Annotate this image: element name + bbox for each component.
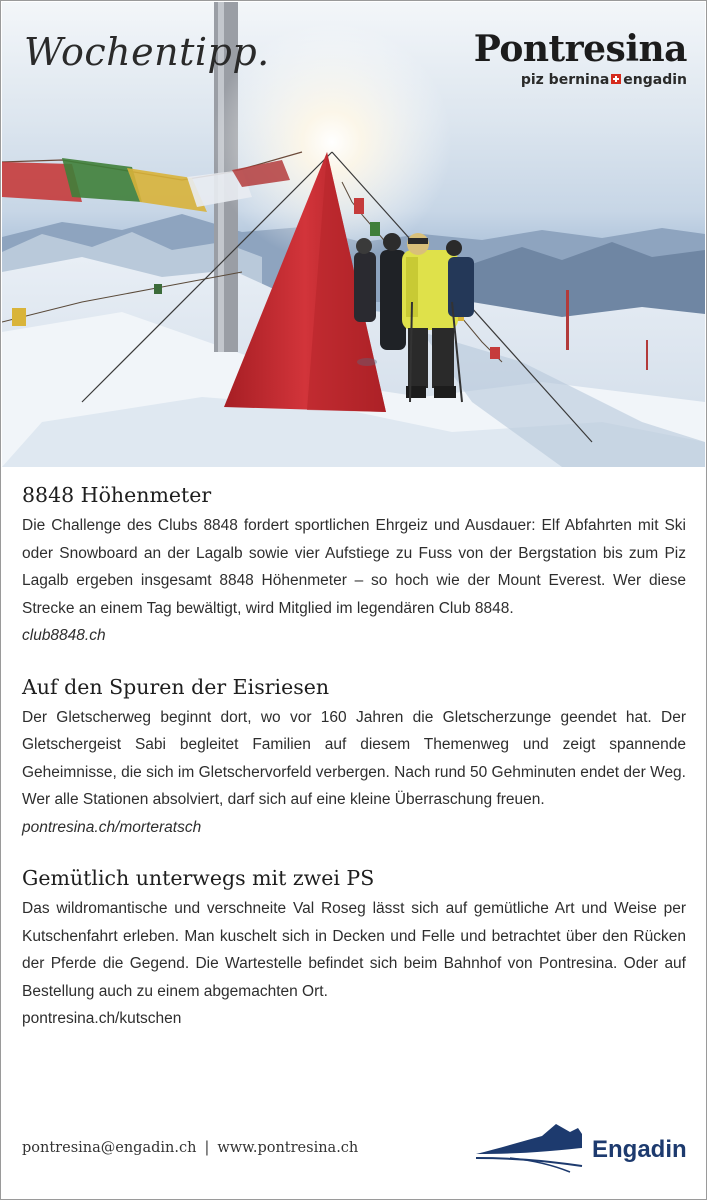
section-kutschen <box>22 863 686 1033</box>
section-body: Der Gletscherweg beginnt dort, wo vor 160 Jahren die Gletscherzunge geendet hat. Der Gletschergeist Sabi begleitet Familien auf diesem Themenweg und zeigt spannende Geheimnisse, die sich im Gletschervorfeld verbergen. Nach rund 50 Gehminuten endet der Weg. Wer alle Stationen absolviert, darf sich auf eine kleine Überraschung freuen. <box>22 708 686 808</box>
article-list <box>22 480 686 1055</box>
footer-email[interactable]: pontresina@engadin.ch <box>22 1140 197 1156</box>
logo-sub-right: engadin <box>623 72 687 88</box>
section-link[interactable]: club8848.ch <box>22 627 106 644</box>
section-body: Das wildromantische und verschneite Val Roseg lässt sich auf gemütliche Art und Weise per Kutschenfahrt erleben. Man kuschelt sich in Decken und Felle und betrachtet über den Rücken der Pferde die Gegend. Die Wartestelle befindet sich beim Bahnhof von Pontresina. Oder auf Bestellung auch zu einem abgemachten Ort. <box>22 900 686 1000</box>
footer-contact <box>22 1140 358 1156</box>
section-heading: Auf den Spuren der Eisriesen <box>22 674 330 699</box>
section-8848 <box>22 480 686 650</box>
section-link[interactable]: pontresina.ch/kutschen <box>22 1010 182 1027</box>
footer-website[interactable]: www.pontresina.ch <box>217 1140 359 1156</box>
logo-tagline <box>474 72 687 88</box>
swiss-flag-icon <box>611 74 621 84</box>
section-body: Die Challenge des Clubs 8848 fordert sportlichen Ehrgeiz und Ausdauer: Elf Abfahrten mit Ski oder Snowboard an der Lagalb sowie vier Aufstiege zu Fuss von der Bergstation bis zum Piz Lagalb ergeben insgesamt 8848 Höhenmeter – so hoch wie der Mount Everest. Wer diese Strecke an einem Tag bewältigt, wird Mitglied im legendären Club 8848. <box>22 517 686 617</box>
section-eisriesen <box>22 672 686 842</box>
section-heading: Gemütlich unterwegs mit zwei PS <box>22 866 375 890</box>
section-link[interactable]: pontresina.ch/morteratsch <box>22 818 202 836</box>
engadin-brand: Engadin <box>592 1136 687 1163</box>
logo-wordmark: Pontresina <box>473 28 687 70</box>
pontresina-logo <box>474 30 687 88</box>
footer-separator: | <box>204 1140 210 1156</box>
section-heading: 8848 Höhenmeter <box>22 483 212 507</box>
logo-sub-left: piz bernina <box>520 72 610 88</box>
page-title: Wochentipp. <box>24 30 270 74</box>
